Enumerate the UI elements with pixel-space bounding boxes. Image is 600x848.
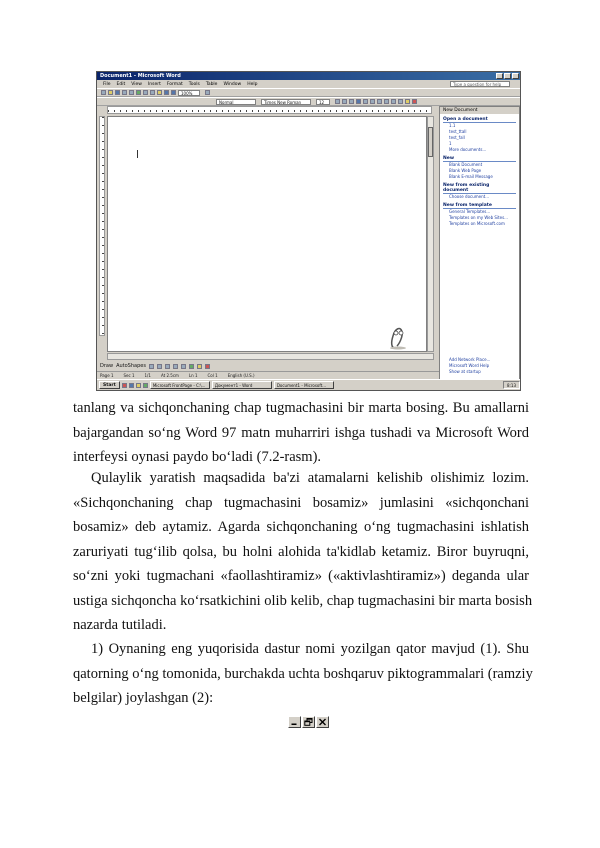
line-color-icon <box>205 364 210 369</box>
tp-open-section: Open a document <box>443 117 516 123</box>
numbering-icon <box>384 99 389 104</box>
font-size-select: 12 <box>316 99 330 105</box>
bullets-icon <box>391 99 396 104</box>
word-title-bar <box>97 72 520 80</box>
menu-help: Help <box>247 81 258 87</box>
open-folder-icon <box>108 90 113 95</box>
help-icon <box>205 90 210 95</box>
tp-open-item: test_fall <box>449 135 465 140</box>
vertical-scrollbar <box>427 116 434 352</box>
tp-template-item: Templates on my Web Sites... <box>449 215 508 220</box>
tp-more-documents: More documents... <box>449 147 487 152</box>
close-icon <box>316 716 329 728</box>
quicklaunch-icon <box>122 383 127 388</box>
oval-icon <box>173 364 178 369</box>
text-line: qatorning o‘ng tomonida, burchakda uchta boshqaruv piktogrammalari (ramziy <box>73 665 533 682</box>
rectangle-icon <box>165 364 170 369</box>
arrow-icon <box>157 364 162 369</box>
paste-icon <box>157 90 162 95</box>
horizontal-scrollbar <box>107 353 434 360</box>
status-pages: 1/1 <box>144 373 151 378</box>
tp-new-item: Blank Document <box>449 162 483 167</box>
text-line: belgilar) joylashgan (2): <box>73 690 214 706</box>
tp-new-item: Blank E-mail Message <box>449 174 493 179</box>
justify-icon <box>377 99 382 104</box>
clipart-icon <box>189 364 194 369</box>
menu-window: Window <box>223 81 242 87</box>
style-select: Normal <box>216 99 256 105</box>
quicklaunch-icon <box>129 383 134 388</box>
underline-icon <box>349 99 354 104</box>
indent-icon <box>398 99 403 104</box>
tp-new-item: Blank Web Page <box>449 168 482 173</box>
tp-bottom-item: Add Network Place... <box>449 357 491 362</box>
save-disk-icon <box>115 90 120 95</box>
font-color-icon <box>412 99 417 104</box>
status-language: English (U.S.) <box>227 373 255 378</box>
tp-template-section: New from template <box>443 203 516 209</box>
task-pane-title: New Document <box>440 107 519 114</box>
undo-icon <box>164 90 169 95</box>
menu-table: Table <box>205 81 218 87</box>
text-line: nazarda tutiladi. <box>73 617 167 633</box>
new-document-icon <box>101 90 106 95</box>
drawing-toolbar <box>97 362 439 370</box>
window-control-buttons <box>288 716 329 728</box>
text-line: so‘zni yoki tugmachani «faollashtiramiz» («aktivlashtiramiz») deganda ular <box>73 568 529 584</box>
tp-template-item: Templates on Microsoft.com <box>449 221 505 226</box>
menu-edit: Edit <box>116 81 126 87</box>
spelling-icon <box>136 90 141 95</box>
windows-taskbar <box>97 379 520 390</box>
menu-insert: Insert <box>147 81 161 87</box>
textbox-icon <box>181 364 186 369</box>
tp-bottom-links <box>443 357 516 375</box>
status-page: Page 1 <box>100 373 114 378</box>
align-right-icon <box>370 99 375 104</box>
tp-existing-item: Choose document... <box>449 194 490 199</box>
tp-open-item: test_ttall <box>449 129 467 134</box>
window-title: Document1 - Microsoft Word <box>100 73 181 79</box>
menu-format: Format <box>166 81 183 87</box>
horizontal-ruler <box>107 106 432 114</box>
text-line: bajargandan so‘ng Word 97 matn muharriri ishga tushadi va Microsoft Word <box>73 424 529 441</box>
minimize-icon <box>496 73 503 79</box>
align-left-icon <box>356 99 361 104</box>
taskbar-item: Документ1 - Word <box>212 381 272 389</box>
task-pane <box>439 106 520 380</box>
text-line: bosamiz» deb aytamiz. Agarda sichqonchaning o‘ng tugmachasini ishlatish <box>73 519 529 535</box>
align-center-icon <box>363 99 368 104</box>
highlight-icon <box>405 99 410 104</box>
menu-tools: Tools <box>188 81 200 87</box>
text-line: ustiga sichqoncha ko‘rsatkichini olib kelib, chap tugmachasini bir marta bosish <box>73 592 533 609</box>
text-cursor <box>137 150 138 158</box>
tp-bottom-item: Show at startup <box>449 369 481 374</box>
draw-menu: Draw <box>100 363 114 369</box>
menu-file: File <box>103 81 111 87</box>
italic-icon <box>342 99 347 104</box>
tp-open-item: 1.1 <box>449 123 456 128</box>
tp-existing-section: New from existing document <box>443 183 516 194</box>
cut-icon <box>143 90 148 95</box>
maximize-icon <box>504 73 511 79</box>
text-line: interfeysi oynasi paydo bo‘ladi (7.2-rasm). <box>73 449 322 465</box>
standard-toolbar <box>97 88 520 97</box>
quicklaunch-icon <box>143 383 148 388</box>
formatting-toolbar <box>97 97 520 106</box>
vertical-ruler <box>99 116 105 336</box>
autoshapes-menu: AutoShapes <box>116 363 146 369</box>
redo-icon <box>171 90 176 95</box>
text-line: Qulaylik yaratish maqsadida ba'zi atamalarni kelishib olishimiz lozim. <box>91 470 529 486</box>
tp-open-item: 1 <box>449 141 452 146</box>
menu-view: View <box>131 81 142 87</box>
text-line: zaruriyati tug‘ilib qolsa, bu holni alohida ta'kidlab ketamiz. Biror buyruqni, <box>73 543 529 560</box>
taskbar-item: Document1 - Microsoft... <box>274 381 334 389</box>
status-line: Ln 1 <box>188 373 198 378</box>
zoom-select: 100% <box>178 90 200 96</box>
tp-bottom-item: Microsoft Word Help <box>449 363 490 368</box>
print-icon <box>122 90 127 95</box>
text-line: 1) Oynaning eng yuqorisida dastur nomi yozilgan qator mavjud (1). Shu <box>91 641 529 657</box>
tp-template-item: General Templates... <box>449 209 491 214</box>
word-screenshot <box>96 71 521 391</box>
paragraph-1 <box>73 396 529 470</box>
office-assistant-icon <box>387 324 409 350</box>
close-icon <box>512 73 519 79</box>
help-question-box: Type a question for help <box>450 81 510 87</box>
status-bar <box>97 371 439 379</box>
status-at: At 2.5cm <box>160 373 179 378</box>
font-select: Times New Roman <box>261 99 311 105</box>
fill-color-icon <box>197 364 202 369</box>
bold-icon <box>335 99 340 104</box>
restore-icon <box>302 716 315 728</box>
text-line: «Sichqonchaning chap tugmachasini bosamiz» jumlasini «sichqonchani <box>73 494 529 511</box>
paragraph-2 <box>73 466 533 638</box>
start-button: Start <box>99 381 120 389</box>
text-line: tanlang va sichqonchaning chap tugmachasini bir marta bosing. Bu amallarni <box>73 400 529 416</box>
quicklaunch-icon <box>136 383 141 388</box>
minimize-icon <box>288 716 301 728</box>
paragraph-3 <box>73 637 533 711</box>
document-page <box>107 116 427 352</box>
tp-new-section: New <box>443 156 516 162</box>
copy-icon <box>150 90 155 95</box>
line-icon <box>149 364 154 369</box>
taskbar-item: Microsoft FrontPage - C:\... <box>150 381 210 389</box>
status-col: Col 1 <box>207 373 218 378</box>
preview-icon <box>129 90 134 95</box>
status-section: Sec 1 <box>123 373 135 378</box>
system-tray-clock: 8:13 <box>503 381 520 389</box>
